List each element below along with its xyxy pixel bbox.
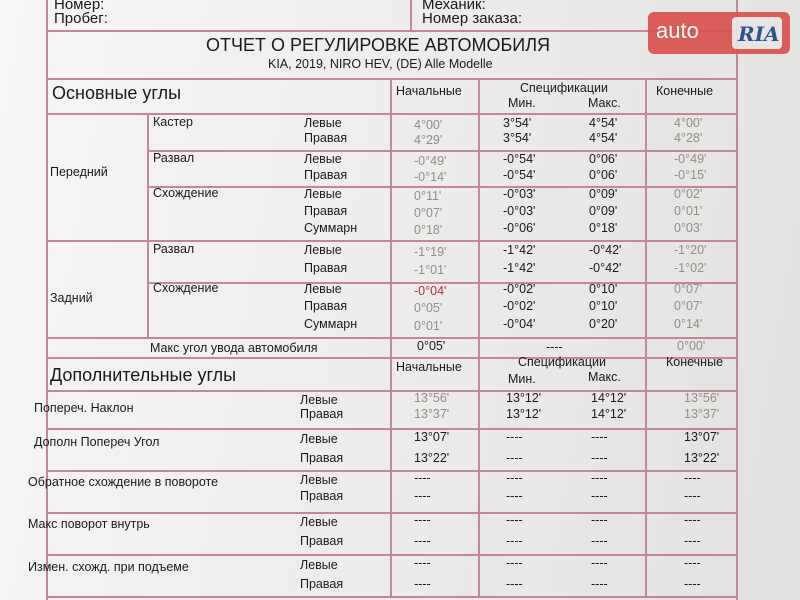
main-row-min-value: -0°03' <box>503 204 536 218</box>
col-max-2: Макс. <box>588 370 621 384</box>
additional-row-final-value: 13°37' <box>684 407 720 421</box>
grid-line <box>390 78 392 596</box>
grid-line <box>478 78 480 596</box>
main-row-side-label: Правая <box>304 204 348 218</box>
grid-line <box>46 337 738 339</box>
additional-row-group-label: Попереч. Наклон <box>34 401 134 415</box>
main-row-max-value: 0°06' <box>589 168 618 182</box>
additional-row-side-label: Левые <box>300 515 338 529</box>
main-row-final-value: -0°49' <box>674 152 707 166</box>
main-row-side-label: Левые <box>304 243 342 257</box>
additional-row-side-label: Правая <box>300 577 344 591</box>
main-row-max-value: 4°54' <box>589 116 618 130</box>
main-row-group-label: Схождение <box>153 281 219 295</box>
additional-row-initial-value: 13°07' <box>414 430 450 444</box>
main-row-final-value: -1°20' <box>674 243 707 257</box>
additional-row-min-value: ---- <box>506 489 523 503</box>
main-row-initial-value: 0°07' <box>414 206 443 220</box>
main-row-final-value: 4°28' <box>674 131 703 145</box>
main-row-max-value: -0°42' <box>589 243 622 257</box>
additional-row-max-value: 14°12' <box>591 407 627 421</box>
main-row-max-value: 0°10' <box>589 299 618 313</box>
additional-angles-title: Дополнительные углы <box>50 365 237 385</box>
main-header-line <box>46 113 738 115</box>
main-row-max-value: 0°10' <box>589 282 618 296</box>
col-initial-2: Начальные <box>396 360 462 374</box>
grid-line <box>147 113 149 337</box>
additional-row-initial-value: ---- <box>414 577 431 591</box>
col-max: Макс. <box>588 96 621 110</box>
thrust-initial: 0°05' <box>417 339 446 353</box>
grid-line <box>46 512 738 514</box>
thrust-spec: ---- <box>546 340 563 354</box>
main-row-side-label: Правая <box>304 261 348 275</box>
additional-row-initial-value: 13°56' <box>414 391 450 405</box>
left-border <box>46 0 48 600</box>
additional-row-min-value: 13°12' <box>506 391 542 405</box>
main-angles-title: Основные углы <box>52 83 182 103</box>
thrust-final: 0°00' <box>677 339 706 353</box>
additional-row-max-value: ---- <box>591 430 608 444</box>
main-row-initial-value: -0°14' <box>414 170 447 184</box>
thrust-angle-label: Макс угол увода автомобиля <box>150 341 318 355</box>
main-row-min-value: -0°02' <box>503 299 536 313</box>
additional-row-final-value: ---- <box>684 489 701 503</box>
main-row-side-label: Левые <box>304 187 342 201</box>
main-row-min-value: -0°03' <box>503 187 536 201</box>
header-divider <box>410 0 412 30</box>
main-row-side-label: Правая <box>304 299 348 313</box>
report-title: ОТЧЕТ О РЕГУЛИРОВКЕ АВТОМОБИЛЯ <box>206 35 551 55</box>
additional-row-min-value: ---- <box>506 577 523 591</box>
grid-line <box>46 240 738 242</box>
main-row-min-value: -0°54' <box>503 168 536 182</box>
main-row-max-value: 4°54' <box>589 131 618 145</box>
main-row-min-value: -1°42' <box>503 261 536 275</box>
col-final-2: Конечные <box>666 355 724 369</box>
grid-line <box>46 596 738 598</box>
additional-row-min-value: ---- <box>506 513 523 527</box>
main-row-side-label: Левые <box>304 152 342 166</box>
main-row-group-label: Развал <box>153 242 195 256</box>
order-number-label: Номер заказа: <box>422 10 523 27</box>
main-row-max-value: 0°18' <box>589 221 618 235</box>
additional-row-initial-value: ---- <box>414 471 431 485</box>
additional-row-max-value: ---- <box>591 471 608 485</box>
additional-row-final-value: ---- <box>684 513 701 527</box>
main-row-final-value: 0°07' <box>674 282 703 296</box>
additional-row-max-value: ---- <box>591 534 608 548</box>
additional-row-max-value: ---- <box>591 577 608 591</box>
additional-row-max-value: ---- <box>591 451 608 465</box>
additional-row-final-value: ---- <box>684 471 701 485</box>
additional-row-side-label: Правая <box>300 489 344 503</box>
main-row-min-value: -1°42' <box>503 243 536 257</box>
number-label: Номер: <box>54 0 105 13</box>
main-row-min-value: -0°02' <box>503 282 536 296</box>
main-row-min-value: -0°04' <box>503 317 536 331</box>
additional-row-min-value: 13°12' <box>506 407 542 421</box>
grid-line <box>46 470 738 472</box>
main-row-final-value: -1°02' <box>674 261 707 275</box>
col-specs-2: Спецификации <box>518 355 606 369</box>
main-row-final-value: 0°07' <box>674 299 703 313</box>
grid-line <box>147 186 736 188</box>
additional-row-side-label: Левые <box>300 393 338 407</box>
additional-row-final-value: 13°56' <box>684 391 720 405</box>
col-initial: Начальные <box>396 84 462 98</box>
watermark-auto-text: auto <box>656 18 699 43</box>
auto-ria-watermark <box>648 12 790 54</box>
additional-row-side-label: Левые <box>300 432 338 446</box>
additional-row-initial-value: ---- <box>414 513 431 527</box>
report-subtitle: KIA, 2019, NIRO HEV, (DE) Alle Modelle <box>268 57 493 71</box>
additional-row-group-label: Измен. схожд. при подъеме <box>28 560 189 574</box>
title-bottom-line <box>46 78 738 80</box>
additional-row-side-label: Левые <box>300 558 338 572</box>
col-final: Конечные <box>656 84 714 98</box>
front-axle-label: Передний <box>50 165 108 179</box>
main-row-group-label: Кастер <box>153 115 193 129</box>
additional-row-max-value: ---- <box>591 556 608 570</box>
additional-row-min-value: ---- <box>506 556 523 570</box>
main-row-final-value: 0°02' <box>674 187 703 201</box>
col-min-2: Мин. <box>508 372 536 386</box>
header-bottom-line <box>46 30 738 32</box>
col-min: Мин. <box>508 96 536 110</box>
watermark-ria-badge <box>732 17 782 49</box>
additional-row-min-value: ---- <box>506 471 523 485</box>
additional-row-initial-value: ---- <box>414 534 431 548</box>
main-row-side-label: Суммарн <box>304 221 358 235</box>
grid-line <box>645 78 647 596</box>
additional-row-final-value: ---- <box>684 577 701 591</box>
main-row-final-value: 0°01' <box>674 204 703 218</box>
main-row-max-value: 0°09' <box>589 204 618 218</box>
grid-line <box>46 554 738 556</box>
main-row-max-value: 0°06' <box>589 152 618 166</box>
main-row-side-label: Суммарн <box>304 317 358 331</box>
main-row-max-value: 0°09' <box>589 187 618 201</box>
main-row-initial-value: 4°29' <box>414 133 443 147</box>
additional-row-initial-value: ---- <box>414 489 431 503</box>
additional-row-group-label: Дополн Попереч Угол <box>34 435 160 449</box>
additional-row-max-value: ---- <box>591 513 608 527</box>
grid-line <box>147 150 736 152</box>
additional-row-max-value: 14°12' <box>591 391 627 405</box>
mechanic-label: Механик: <box>422 0 486 13</box>
main-row-initial-value: -0°04' <box>414 284 447 298</box>
main-row-min-value: 3°54' <box>503 116 532 130</box>
additional-row-initial-value: 13°37' <box>414 407 450 421</box>
main-row-initial-value: -0°49' <box>414 154 447 168</box>
main-row-max-value: 0°20' <box>589 317 618 331</box>
additional-row-initial-value: ---- <box>414 556 431 570</box>
main-row-side-label: Правая <box>304 131 348 145</box>
additional-row-group-label: Обратное схождение в повороте <box>28 475 219 489</box>
grid-line <box>46 357 738 359</box>
right-border <box>736 0 738 600</box>
main-row-initial-value: 0°11' <box>414 189 442 203</box>
additional-row-min-value: ---- <box>506 534 523 548</box>
mileage-label: Пробег: <box>54 10 108 27</box>
main-row-final-value: 4°00' <box>674 116 703 130</box>
additional-row-side-label: Правая <box>300 407 344 421</box>
additional-row-min-value: ---- <box>506 451 523 465</box>
main-row-max-value: -0°42' <box>589 261 622 275</box>
main-row-group-label: Развал <box>153 151 195 165</box>
main-row-side-label: Левые <box>304 282 342 296</box>
main-row-side-label: Правая <box>304 168 348 182</box>
watermark-ria-text: RIA <box>738 22 780 46</box>
additional-row-max-value: ---- <box>591 489 608 503</box>
additional-row-initial-value: 13°22' <box>414 451 450 465</box>
main-row-min-value: -0°06' <box>503 221 536 235</box>
grid-line <box>46 390 738 392</box>
main-row-final-value: -0°15' <box>674 168 707 182</box>
additional-row-group-label: Макс поворот внутрь <box>28 517 150 531</box>
main-row-min-value: -0°54' <box>503 152 536 166</box>
main-row-initial-value: -1°19' <box>414 245 447 259</box>
main-row-initial-value: -1°01' <box>414 263 447 277</box>
additional-row-final-value: ---- <box>684 534 701 548</box>
main-row-initial-value: 4°00' <box>414 118 443 132</box>
main-row-initial-value: 0°18' <box>414 223 443 237</box>
additional-row-final-value: 13°22' <box>684 451 720 465</box>
main-row-side-label: Левые <box>304 116 342 130</box>
additional-row-final-value: ---- <box>684 556 701 570</box>
main-row-initial-value: 0°05' <box>414 301 443 315</box>
main-row-final-value: 0°14' <box>674 317 703 331</box>
main-row-initial-value: 0°01' <box>414 319 443 333</box>
additional-row-final-value: 13°07' <box>684 430 720 444</box>
additional-row-side-label: Левые <box>300 473 338 487</box>
additional-row-min-value: ---- <box>506 430 523 444</box>
additional-row-side-label: Правая <box>300 534 344 548</box>
rear-axle-label: Задний <box>50 291 93 305</box>
main-row-final-value: 0°03' <box>674 221 703 235</box>
additional-row-side-label: Правая <box>300 451 344 465</box>
main-row-group-label: Схождение <box>153 186 219 200</box>
grid-line <box>46 428 738 430</box>
col-specs: Спецификации <box>520 81 608 95</box>
main-row-min-value: 3°54' <box>503 131 532 145</box>
